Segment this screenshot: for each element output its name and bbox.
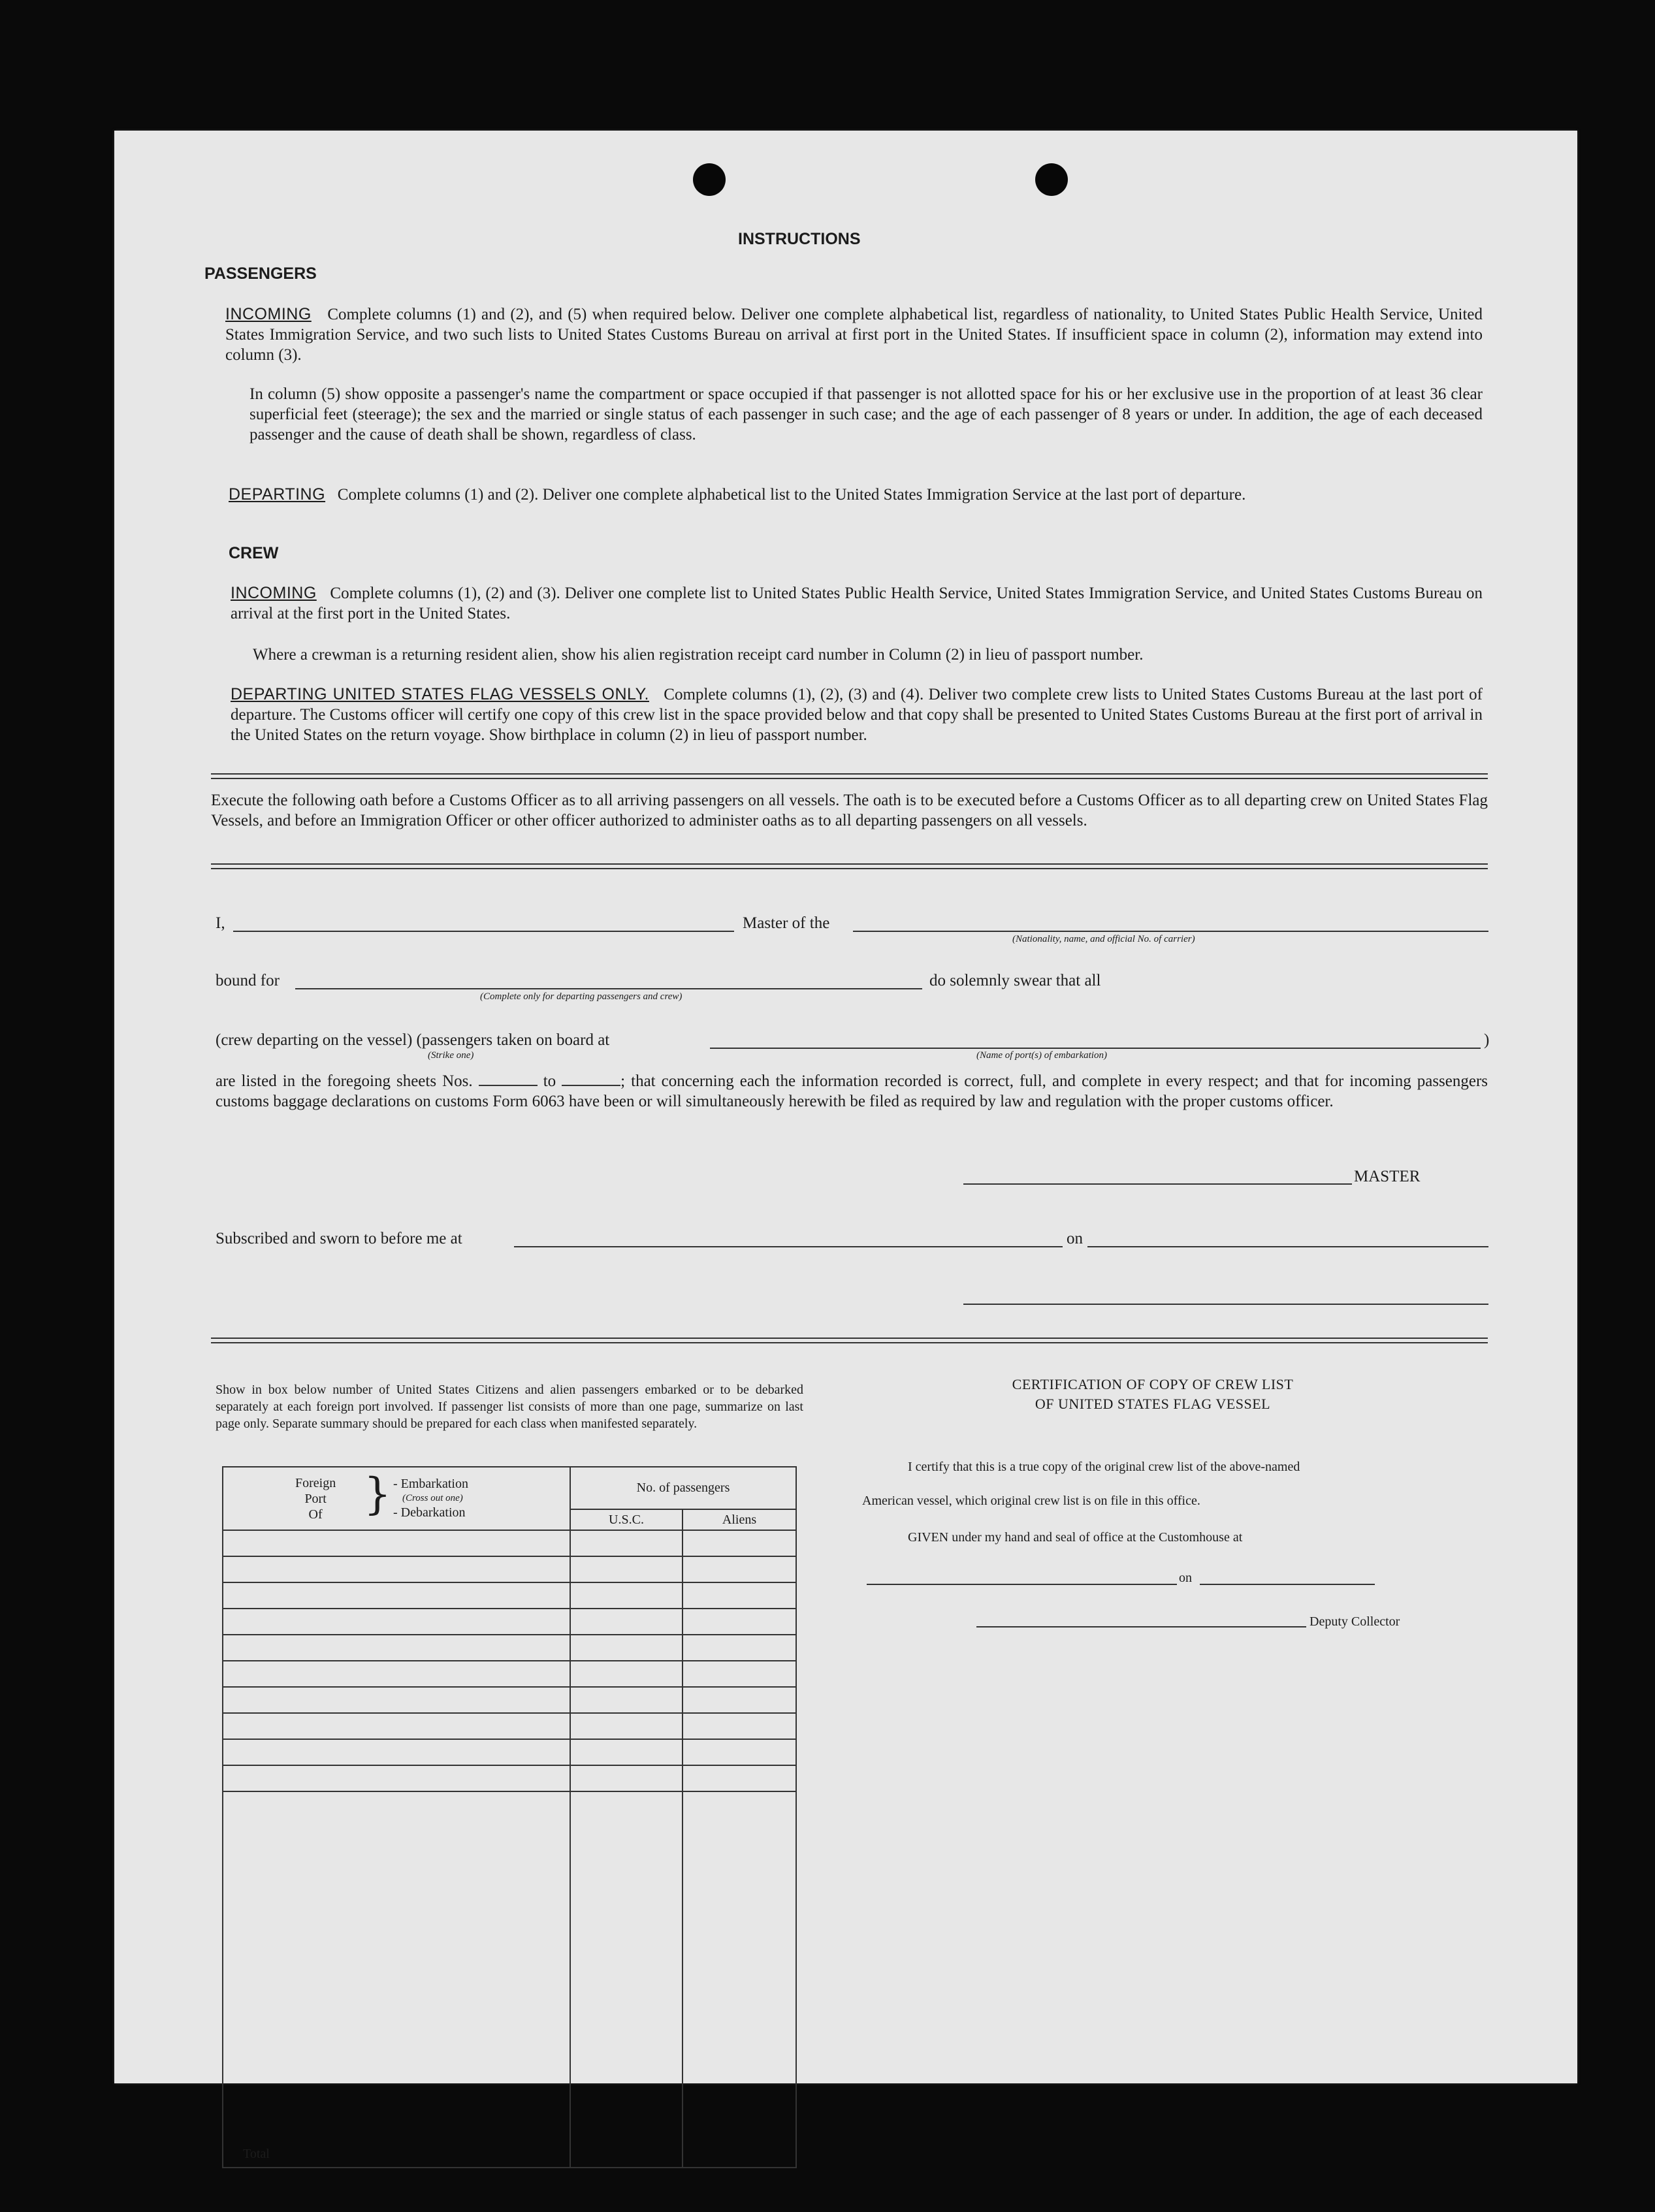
sheet-to-field[interactable]: [562, 1073, 620, 1086]
port-cell[interactable]: [223, 1661, 570, 1687]
usc-cell[interactable]: [570, 1556, 683, 1582]
brace-icon: }: [364, 1469, 391, 1519]
aliens-cell[interactable]: [683, 1556, 796, 1582]
port-cell[interactable]: [223, 1765, 570, 1791]
port-cell[interactable]: [223, 1687, 570, 1713]
document-page: [114, 131, 1577, 2161]
crew-departing-paragraph: [231, 684, 1483, 745]
certify-text-b: American vessel, which original crew list is on file in this office.: [862, 1494, 1200, 1508]
port-cell[interactable]: [223, 1739, 570, 1765]
subscribed-on-label: on: [1067, 1230, 1083, 1247]
listed-to: to: [543, 1072, 556, 1090]
customhouse-place-field[interactable]: [867, 1584, 1177, 1585]
total-usc-cell[interactable]: [570, 1791, 683, 2168]
aliens-cell[interactable]: [683, 1765, 796, 1791]
aliens-cell[interactable]: [683, 1713, 796, 1739]
aliens-cell[interactable]: [683, 1635, 796, 1661]
summary-instructions: Show in box below number of United States Citizens and alien passengers embarked or to be debarked separately at each foreign port involved. If passenger list consists of more than one page, summarize on last page only. Separate summary should be prepared for each class when manifested separately.: [216, 1383, 803, 1431]
total-cell: [223, 1791, 570, 2168]
aliens-header: Aliens: [683, 1509, 796, 1530]
crew-heading: CREW: [229, 544, 279, 562]
master-signature-line[interactable]: [963, 1183, 1352, 1185]
usc-cell[interactable]: [570, 1687, 683, 1713]
certification-title-line1: CERTIFICATION OF COPY OF CREW LIST: [1012, 1376, 1294, 1392]
given-text: GIVEN under my hand and seal of office at the Customhouse at: [908, 1530, 1243, 1545]
bound-for-label: bound for: [216, 972, 280, 989]
swear-text: do solemnly swear that all: [929, 972, 1101, 989]
sheet-from-field[interactable]: [479, 1073, 538, 1086]
returning-alien-paragraph: Where a crewman is a returning resident alien, show his alien registration receipt card number in Column (2) in lieu of passport number.: [253, 646, 1144, 664]
usc-cell[interactable]: [570, 1739, 683, 1765]
crew-incoming-text: Complete columns (1), (2) and (3). Deliver one complete list to United States Public Health Service, United States Immigration Service, and United States Customs Bureau on arrival at the first port in the United States.: [231, 585, 1483, 622]
usc-cell[interactable]: [570, 1713, 683, 1739]
certification-title: [957, 1375, 1349, 1414]
certification-on-label: on: [1179, 1571, 1192, 1585]
column5-paragraph: In column (5) show opposite a passenger's name the compartment or space occupied if that passenger is not allotted space for his or her exclusive use in the proportion of at least 36 clear superficial feet (steerage); the sex and the married or single status of each passenger in such case; and the age of each passenger of 8 years or under. In addition, the age of each deceased passenger and the cause of death shall be shown, regardless of class.: [249, 385, 1483, 443]
passengers-departing-label: DEPARTING: [229, 485, 326, 504]
deputy-collector-label: Deputy Collector: [1310, 1614, 1400, 1629]
embarkation-ports-field[interactable]: [710, 1048, 1481, 1049]
certification-date-field[interactable]: [1200, 1584, 1375, 1585]
total-label: Total: [243, 2147, 270, 2161]
usc-cell[interactable]: [570, 1765, 683, 1791]
port-cell[interactable]: [223, 1635, 570, 1661]
divider-bottom: [211, 1338, 1488, 1343]
usc-cell[interactable]: [570, 1582, 683, 1609]
aliens-cell[interactable]: [683, 1687, 796, 1713]
crew-departing-label: DEPARTING UNITED STATES FLAG VESSELS ONLY.: [231, 685, 649, 703]
foreign-word: Foreign: [295, 1476, 336, 1490]
foreign-port-header: [223, 1467, 570, 1530]
passengers-departing-paragraph: [229, 485, 1483, 505]
port-word: Port: [304, 1492, 327, 1506]
strike-one-caption: (Strike one): [428, 1050, 474, 1061]
nationality-caption: (Nationality, name, and official No. of carrier): [1012, 934, 1195, 944]
port-cell[interactable]: [223, 1582, 570, 1609]
divider-top: [211, 773, 1488, 779]
usc-cell[interactable]: [570, 1635, 683, 1661]
passengers-departing-text: Complete columns (1) and (2). Deliver one complete alphabetical list to the United States Immigration Service at the last port of departure.: [337, 486, 1246, 504]
master-of-label: Master of the: [743, 914, 830, 932]
aliens-cell[interactable]: [683, 1661, 796, 1687]
cross-out-caption: (Cross out one): [402, 1493, 463, 1503]
usc-cell[interactable]: [570, 1530, 683, 1556]
instructions-title: INSTRUCTIONS: [738, 230, 861, 248]
subscribed-label: Subscribed and sworn to before me at: [216, 1230, 462, 1247]
crew-incoming-paragraph: [231, 583, 1483, 624]
oath-intro-paragraph: Execute the following oath before a Customs Officer as to all arriving passengers on all vessels. The oath is to be executed before a Customs Officer as to all departing crew on United States Flag Vessels, and before an Immigration Officer or other officer authorized to administer oaths as to all departing passengers on all vessels.: [211, 792, 1488, 829]
passengers-incoming-paragraph: [225, 304, 1483, 365]
close-paren: ): [1484, 1031, 1490, 1049]
debarkation-option[interactable]: - Debarkation: [393, 1505, 466, 1520]
deputy-collector-signature-line[interactable]: [976, 1626, 1306, 1627]
crew-departing-text: Complete columns (1), (2), (3) and (4). Deliver two complete crew lists to United States Customs Bureau at the last port of departure. The Customs officer will certify one copy of this crew list in the space provided below and that copy shall be presented to United States Customs Bureau at the first port of arrival in the United States on the return voyage. Show birthplace in column (2) in lieu of passport number.: [231, 686, 1483, 744]
aliens-cell[interactable]: [683, 1609, 796, 1635]
bound-for-field[interactable]: [295, 988, 922, 989]
usc-header: U.S.C.: [570, 1509, 683, 1530]
usc-cell[interactable]: [570, 1661, 683, 1687]
master-label: MASTER: [1354, 1168, 1421, 1185]
aliens-cell[interactable]: [683, 1530, 796, 1556]
passengers-incoming-text: Complete columns (1) and (2), and (5) when required below. Deliver one complete alphabetical list, regardless of nationality, to United States Public Health Service, United States Immigration Service, and two such lists to United States Customs Bureau on arrival at first port in the United States. If insufficient space in column (2), information may extend into column (3).: [225, 306, 1483, 364]
aliens-cell[interactable]: [683, 1582, 796, 1609]
subscribed-place-field[interactable]: [514, 1246, 1063, 1247]
embarkation-option[interactable]: - Embarkation: [393, 1477, 468, 1491]
crew-departing-text: (crew departing on the vessel) (passengers taken on board at: [216, 1031, 610, 1049]
port-cell[interactable]: [223, 1713, 570, 1739]
of-word: Of: [308, 1507, 323, 1522]
certification-title-line2: OF UNITED STATES FLAG VESSEL: [1035, 1396, 1271, 1412]
punch-hole-right: [1035, 163, 1068, 196]
usc-cell[interactable]: [570, 1609, 683, 1635]
i-label: I,: [216, 914, 225, 932]
aliens-cell[interactable]: [683, 1739, 796, 1765]
listed-text-a: are listed in the foregoing sheets Nos.: [216, 1072, 473, 1090]
passenger-summary-table: [222, 1466, 797, 2168]
officer-signature-line[interactable]: [963, 1304, 1488, 1305]
punch-hole-left: [693, 163, 726, 196]
listed-sheets-paragraph: [216, 1071, 1488, 1112]
complete-only-caption: (Complete only for departing passengers and crew): [480, 991, 683, 1002]
certify-text-a: I certify that this is a true copy of the original crew list of the above-named: [908, 1460, 1300, 1474]
divider-oath: [211, 863, 1488, 869]
port-cell[interactable]: [223, 1556, 570, 1582]
passengers-incoming-label: INCOMING: [225, 305, 312, 323]
listed-text-b: ; that concerning each the information recorded is correct, full, and complete in every respect; and that for incoming passengers customs baggage declarations on customs Form 6063 have been or will simultaneously herewith be filed as required by law and regulation with the proper customs officer.: [216, 1072, 1488, 1110]
passengers-heading: PASSENGERS: [204, 264, 317, 283]
port-cell[interactable]: [223, 1530, 570, 1556]
ports-caption: (Name of port(s) of embarkation): [976, 1050, 1107, 1061]
master-name-field[interactable]: [233, 931, 734, 932]
total-aliens-cell[interactable]: [683, 1791, 796, 2168]
port-cell[interactable]: [223, 1609, 570, 1635]
no-of-passengers-header: No. of passengers: [570, 1467, 796, 1509]
carrier-field[interactable]: [853, 931, 1488, 932]
subscribed-date-field[interactable]: [1087, 1246, 1488, 1247]
crew-incoming-label: INCOMING: [231, 584, 317, 602]
